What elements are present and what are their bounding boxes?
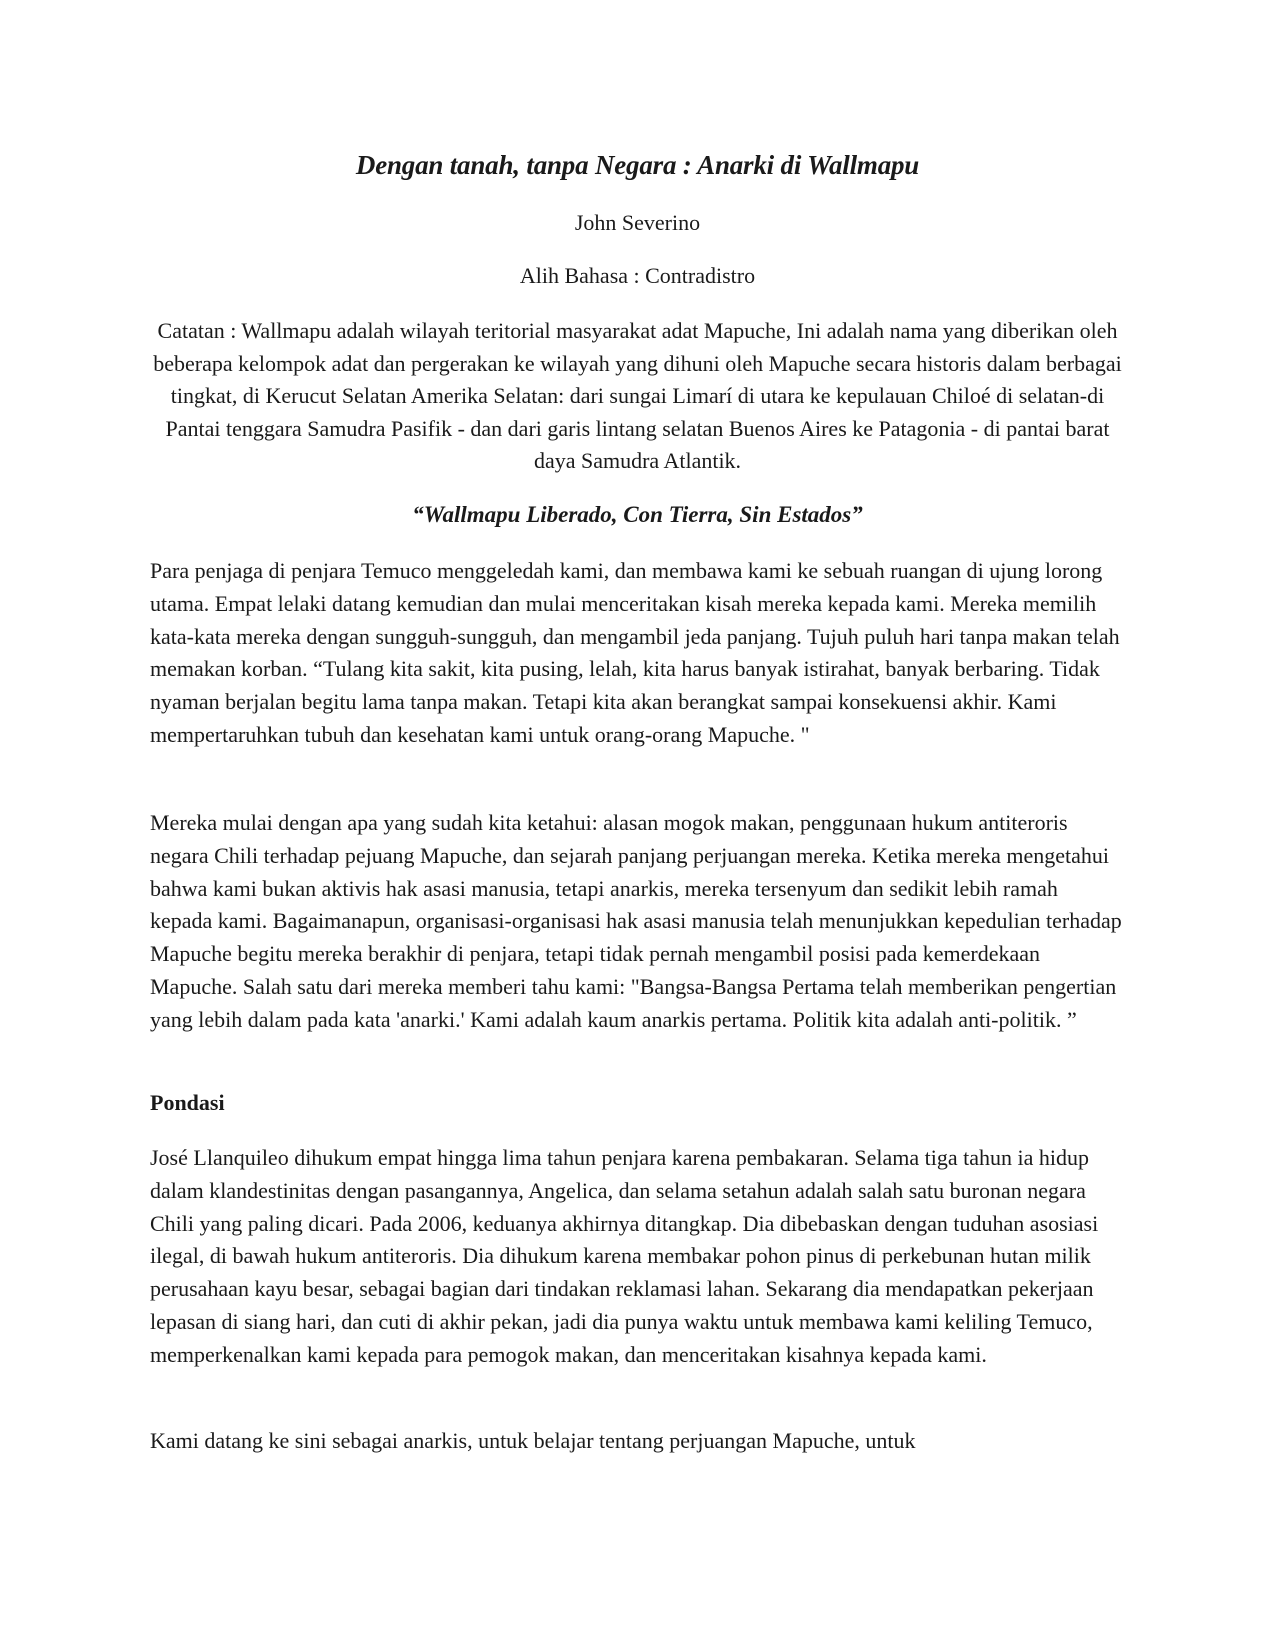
translator-credit: Alih Bahasa : Contradistro (519, 263, 756, 288)
body-paragraph-3: José Llanquileo dihukum empat hingga lima tahun penjara karena pembakaran. Selama tiga tahun ia hidup dalam klandestinitas dengan pasangannya, Angelica, dan selama setahun adalah salah satu buronan negara Chili yang paling dicari. Pada 2006, keduanya akhirnya ditangkap. Dia dibebaskan dengan tuduhan asosiasi ilegal, di bawah hukum antiteroris. Dia dihukum karena membakar pohon pinus di perkebunan hutan milik perusahaan kayu besar, sebagai bagian dari tindakan reklamasi lahan. Sekarang dia mendapatkan pekerjaan lepasan di siang hari, dan cuti di akhir pekan, jadi dia punya waktu untuk membawa kami keliling Temuco, memperkenalkan kami kepada para pemogok makan, dan menceritakan kisahnya kepada kami. (150, 1145, 1099, 1367)
document-title: Dengan tanah, tanpa Negara : Anarki di Wallmapu (355, 150, 920, 180)
body-paragraph-2: Mereka mulai dengan apa yang sudah kita ketahui: alasan mogok makan, penggunaan hukum antiteroris negara Chili terhadap pejuang Mapuche, dan sejarah panjang perjuangan mereka. Ketika mereka mengetahui bahwa kami bukan aktivis hak asasi manusia, tetapi anarkis, mereka tersenyum dan sedikit lebih ramah kepada kami. Bagaimanapun, organisasi-organisasi hak asasi manusia telah menunjukkan kepedulian terhadap Mapuche begitu mereka berakhir di penjara, tetapi tidak pernah mengambil posisi pada kemerdekaan Mapuche. Salah satu dari mereka memberi tahu kami: "Bangsa-Bangsa Pertama telah memberikan pengertian yang lebih dalam pada kata 'anarki.' Kami adalah kaum anarkis pertama. Politik kita adalah anti-politik. ” (150, 810, 1122, 1032)
author-name: John Severino (574, 210, 701, 235)
section-heading: Pondasi (150, 1090, 225, 1115)
translator-note: Catatan : Wallmapu adalah wilayah teritorial masyarakat adat Mapuche, Ini adalah nama yang diberikan oleh beberapa kelompok adat dan pergerakan ke wilayah yang dihuni oleh Mapuche secara historis dalam berbagai tingkat, di Kerucut Selatan Amerika Selatan: dari sungai Limarí di utara ke kepulauan Chiloé di selatan-di Pantai tenggara Samudra Pasifik - dan dari garis lintang selatan Buenos Aires ke Patagonia - di pantai barat daya Samudra Atlantik. (153, 318, 1122, 473)
body-paragraph-4: Kami datang ke sini sebagai anarkis, untuk belajar tentang perjuangan Mapuche, untuk (150, 1428, 916, 1453)
body-paragraph-1: Para penjaga di penjara Temuco menggeledah kami, dan membawa kami ke sebuah ruangan di ujung lorong utama. Empat lelaki datang kemudian dan mulai menceritakan kisah mereka kepada kami. Mereka memilih kata-kata mereka dengan sungguh-sungguh, dan mengambil jeda panjang. Tujuh puluh hari tanpa makan telah memakan korban. “Tulang kita sakit, kita pusing, lelah, kita harus banyak istirahat, banyak berbaring. Tidak nyaman berjalan begitu lama tanpa makan. Tetapi kita akan berangkat sampai konsekuensi akhir. Kami mempertaruhkan tubuh dan kesehatan kami untuk orang-orang Mapuche. " (150, 558, 1120, 747)
document-subtitle: “Wallmapu Liberado, Con Tierra, Sin Estados” (412, 502, 863, 527)
